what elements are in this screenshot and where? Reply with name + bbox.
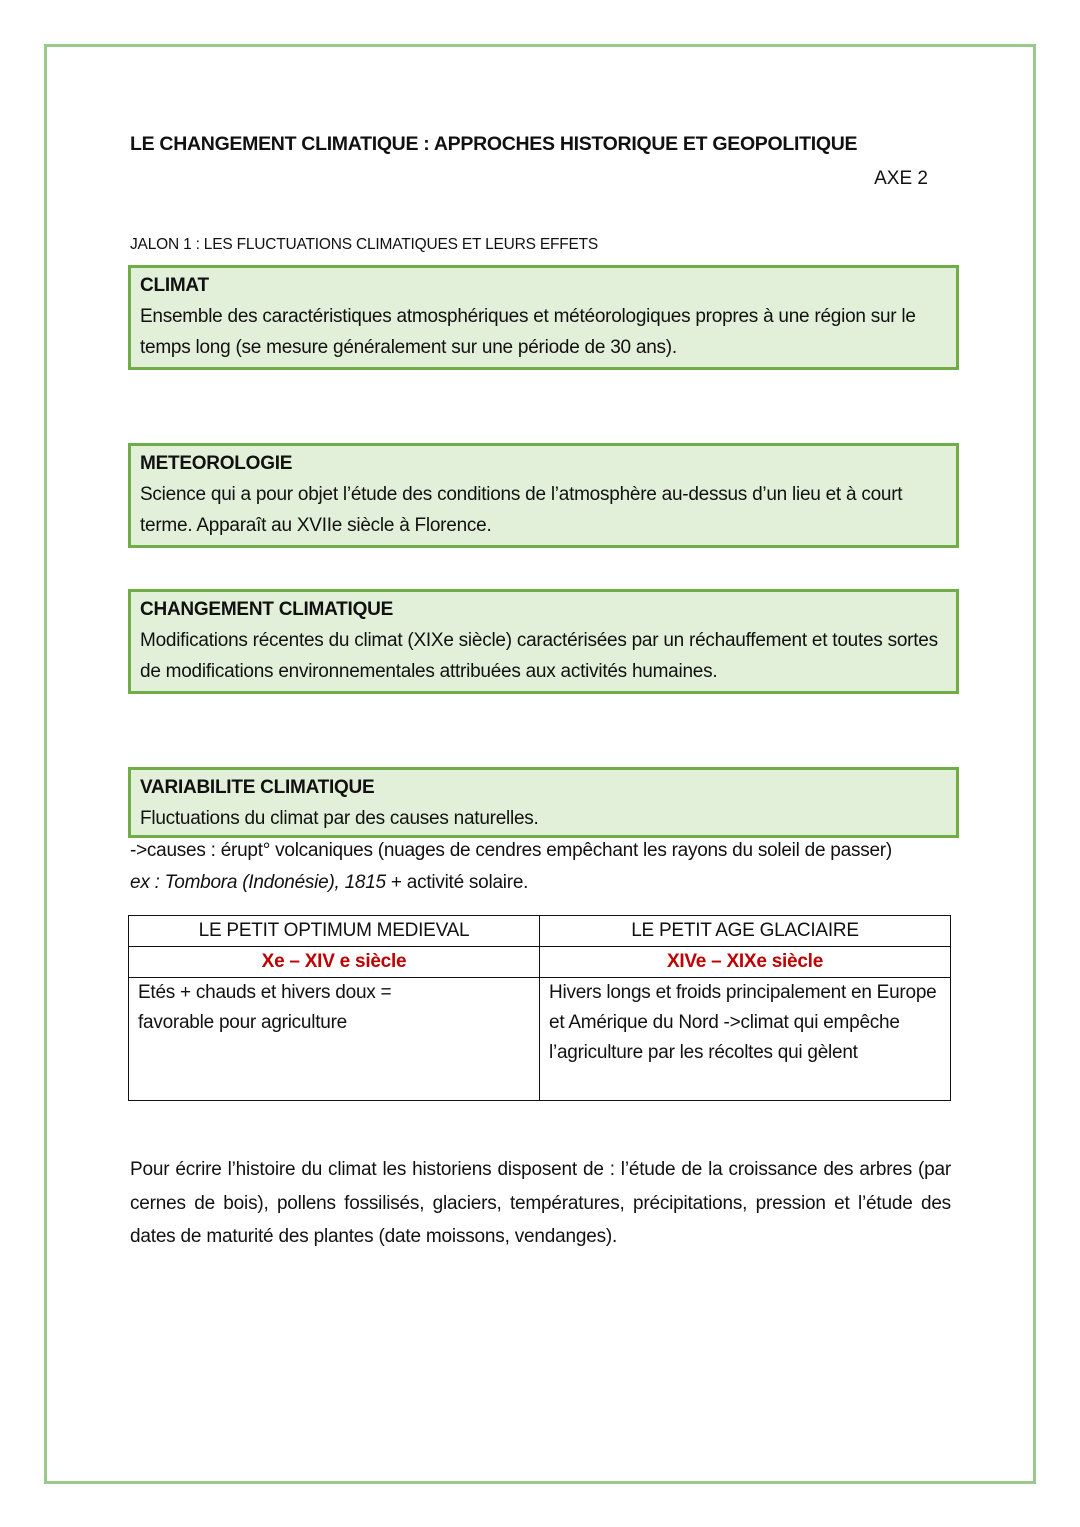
table-header: LE PETIT OPTIMUM MEDIEVAL [129, 916, 540, 947]
definition-box-meteorologie [128, 443, 959, 548]
definition-term: CLIMAT [140, 275, 209, 296]
description-cell: Hivers longs et froids principalement en Europe et Amérique du Nord ->climat qui empêche l’agriculture par les récoltes qui gèlent [540, 978, 951, 1101]
body-paragraph: Pour écrire l’histoire du climat les historiens disposent de : l’étude de la croissance des arbres (par cernes de bois), pollens fossilisés, glaciers, températures, précipitations, pression et l’étude des dates de maturité des plantes (date moissons, vendanges). [130, 1159, 951, 1247]
climate-periods-table [128, 915, 951, 1101]
page-border [44, 44, 1036, 1484]
causes-prefix: ->causes : érupt° volcaniques (nuages de cendres empêchant les rayons du soleil de passer) [130, 840, 892, 861]
table-row [129, 978, 951, 1101]
causes-example: ex : Tombora (Indonésie), 1815 [130, 872, 386, 893]
period-cell: Xe – XIV e siècle [129, 947, 540, 978]
table-header: LE PETIT AGE GLACIAIRE [540, 916, 951, 947]
description-cell: Etés + chauds et hivers doux = favorable pour agriculture [129, 978, 540, 1101]
definition-box-climat [128, 265, 959, 370]
definition-text: Modifications récentes du climat (XIXe siècle) caractérisées par un réchauffement et toutes sortes de modifications environnementales attribuées aux activités humaines. [140, 630, 938, 682]
definition-text: Ensemble des caractéristiques atmosphériques et météorologiques propres à une région sur le temps long (se mesure généralement sur une période de 30 ans). [140, 306, 916, 358]
definition-term: VARIABILITE CLIMATIQUE [140, 777, 375, 798]
definition-term: CHANGEMENT CLIMATIQUE [140, 599, 393, 620]
page-title: LE CHANGEMENT CLIMATIQUE : APPROCHES HISTORIQUE ET GEOPOLITIQUE [130, 133, 858, 155]
causes-text [130, 835, 910, 899]
table-row [129, 947, 951, 978]
causes-suffix: + activité solaire. [385, 872, 529, 893]
definition-text: Science qui a pour objet l’étude des conditions de l’atmosphère au-dessus d’un lieu et à court terme. Apparaît au XVIIe siècle à Florence. [140, 484, 903, 536]
axis-label: AXE 2 [874, 168, 928, 189]
table-row [129, 916, 951, 947]
definition-box-variabilite-climatique [128, 767, 959, 838]
period-cell: XIVe – XIXe siècle [540, 947, 951, 978]
definition-box-changement-climatique [128, 589, 959, 694]
definition-term: METEOROLOGIE [140, 453, 293, 474]
definition-text: Fluctuations du climat par des causes naturelles. [140, 808, 539, 829]
section-heading: JALON 1 : LES FLUCTUATIONS CLIMATIQUES ET LEURS EFFETS [130, 236, 599, 253]
